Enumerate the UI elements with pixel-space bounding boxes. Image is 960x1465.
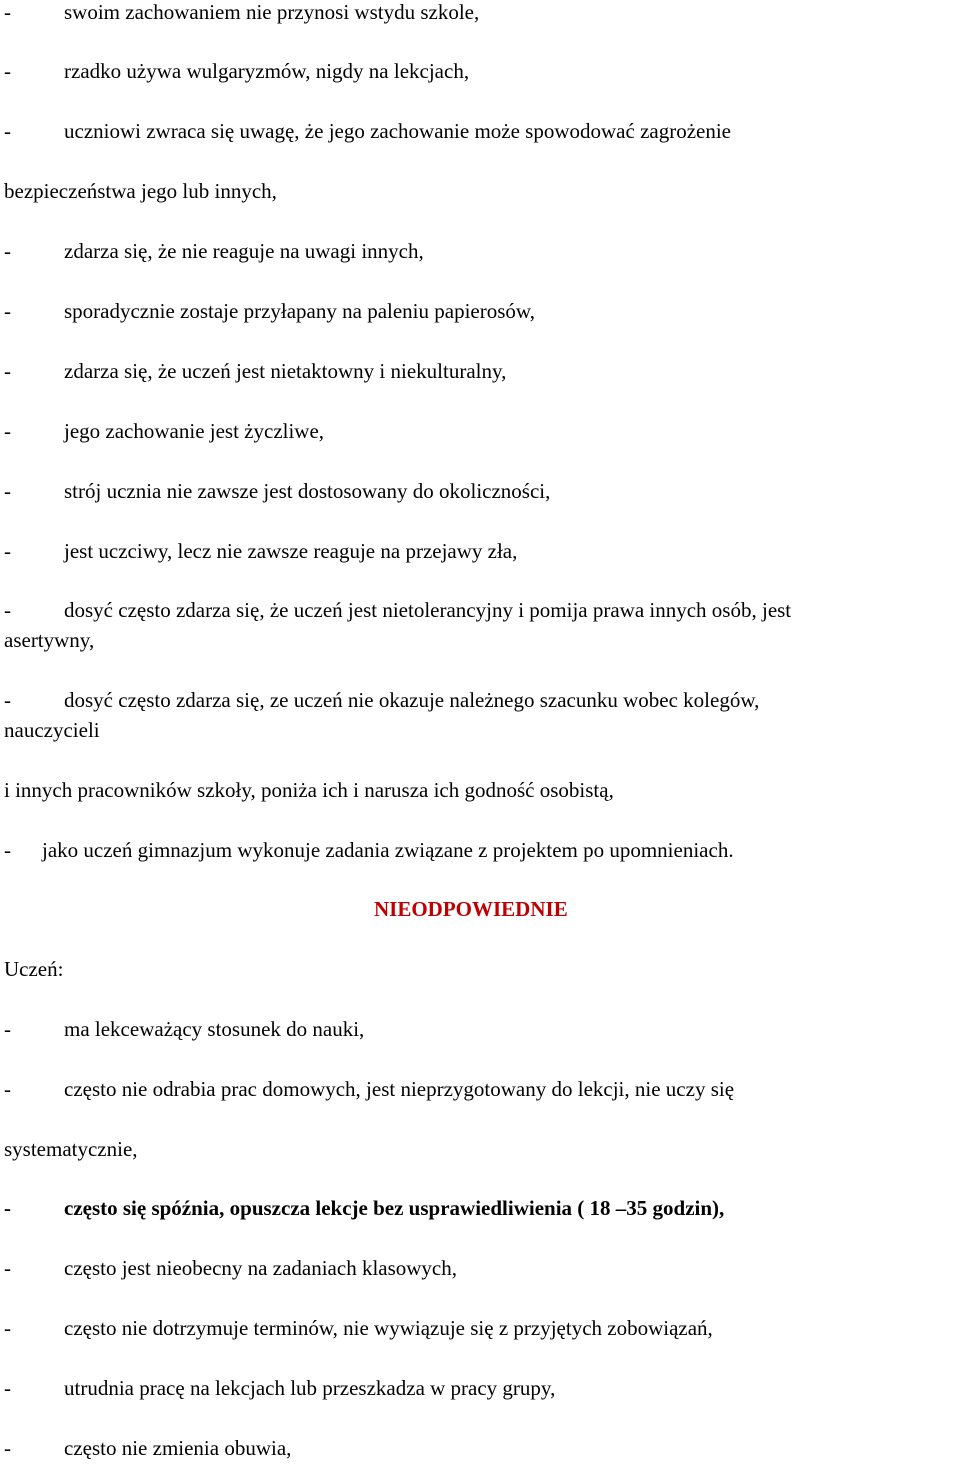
dash: - <box>4 239 11 263</box>
subject-label: Uczeń: <box>4 957 64 981</box>
dash: - <box>4 359 11 383</box>
list-item-text: często nie zmienia obuwia, <box>64 1436 292 1460</box>
continuation-line: i innych pracowników szkoły, poniża ich i narusza ich godność osobistą, <box>4 778 614 802</box>
dash: - <box>4 1316 11 1340</box>
continuation-line: nauczycieli <box>4 718 100 742</box>
list-item-text: ma lekceważący stosunek do nauki, <box>64 1017 365 1041</box>
dash: - <box>4 688 11 712</box>
dash: - <box>4 419 11 443</box>
list-item-text: strój ucznia nie zawsze jest dostosowany do okoliczności, <box>64 479 551 503</box>
continuation-line: bezpieczeństwa jego lub innych, <box>4 179 277 203</box>
list-item-text: jest uczciwy, lecz nie zawsze reaguje na przejawy zła, <box>64 539 518 563</box>
list-item-text: rzadko używa wulgaryzmów, nigdy na lekcjach, <box>64 59 470 83</box>
dash: - <box>4 479 11 503</box>
dash: - <box>4 299 11 323</box>
dash: - <box>4 838 11 862</box>
list-item-text: swoim zachowaniem nie przynosi wstydu szkole, <box>64 0 480 24</box>
dash: - <box>4 1436 11 1460</box>
list-item-text: dosyć często zdarza się, ze uczeń nie okazuje należnego szacunku wobec kolegów, <box>64 688 760 712</box>
dash: - <box>4 0 11 24</box>
list-item-text: zdarza się, że uczeń jest nietaktowny i niekulturalny, <box>64 359 507 383</box>
list-item-text: jako uczeń gimnazjum wykonuje zadania związane z projektem po upomnieniach. <box>42 838 734 862</box>
list-item-text: utrudnia pracę na lekcjach lub przeszkadza w pracy grupy, <box>64 1376 556 1400</box>
continuation-line: systematycznie, <box>4 1137 138 1161</box>
continuation-line: asertywny, <box>4 628 95 652</box>
list-item-text-bold: często się spóźnia, opuszcza lekcje bez usprawiedliwienia ( 18 –35 godzin), <box>64 1196 725 1220</box>
list-item-text: sporadycznie zostaje przyłapany na paleniu papierosów, <box>64 299 535 323</box>
list-item-text: często nie dotrzymuje terminów, nie wywiązuje się z przyjętych zobowiązań, <box>64 1316 713 1340</box>
list-item-text: zdarza się, że nie reaguje na uwagi innych, <box>64 239 424 263</box>
dash: - <box>4 1196 11 1220</box>
dash: - <box>4 1256 11 1280</box>
list-item-text: jego zachowanie jest życzliwe, <box>64 419 325 443</box>
dash: - <box>4 1376 11 1400</box>
dash: - <box>4 59 11 83</box>
list-item-text: dosyć często zdarza się, że uczeń jest nietolerancyjny i pomija prawa innych osób, jest <box>64 598 792 622</box>
list-item-text: uczniowi zwraca się uwagę, że jego zachowanie może spowodować zagrożenie <box>64 119 732 143</box>
dash: - <box>4 1017 11 1041</box>
dash: - <box>4 119 11 143</box>
section-heading: NIEODPOWIEDNIE <box>374 897 568 921</box>
list-item-text: często nie odrabia prac domowych, jest nieprzygotowany do lekcji, nie uczy się <box>64 1077 735 1101</box>
dash: - <box>4 598 11 622</box>
list-item-text: często jest nieobecny na zadaniach klasowych, <box>64 1256 458 1280</box>
dash: - <box>4 539 11 563</box>
dash: - <box>4 1077 11 1101</box>
